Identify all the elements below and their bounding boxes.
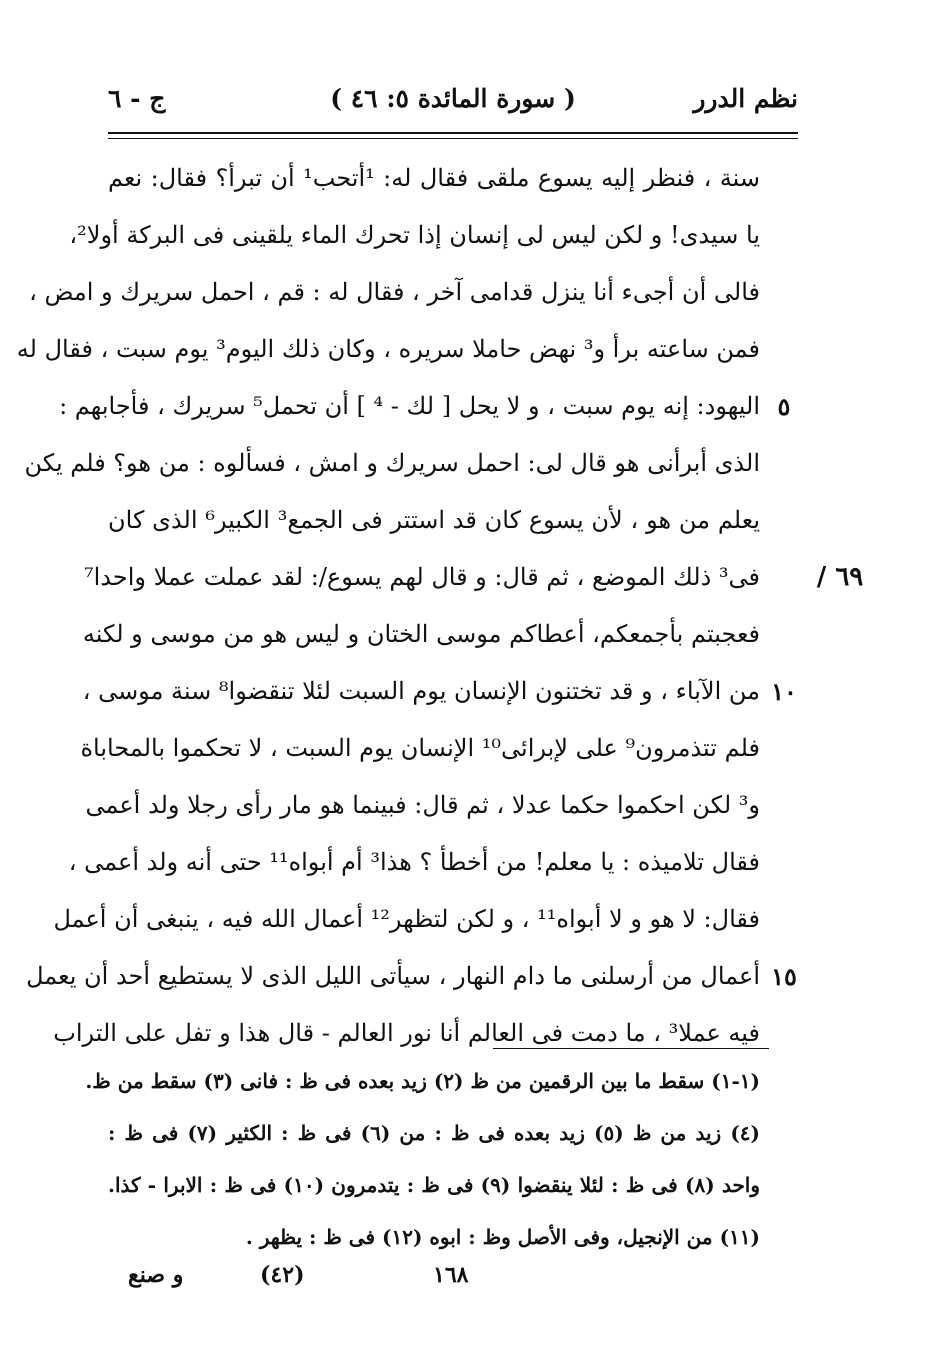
line-number: ١٠	[771, 677, 797, 706]
text-line: يا سيدى! و لكن ليس لى إنسان إذا تحرك الماء يلقينى فى البركة أولا²،	[69, 221, 760, 249]
text-line: فيه عملا³ ، ما دمت فى العالم أنا نور العالم - قال هذا و تفل على التراب	[53, 1019, 760, 1047]
text-line: فعجبتم بأجمعكم، أعطاكم موسى الختان و ليس هو من موسى و لكنه	[82, 620, 760, 648]
text-line: سنة ، فنظر إليه يسوع ملقى فقال له: ¹أتحب¹ أن تبرأ؟ فقال: نعم	[108, 164, 760, 192]
main-text	[16, 150, 761, 1062]
publisher-mark: و صنع	[128, 1262, 184, 1288]
text-line: و³ لكن احكموا حكما عدلا ، ثم قال: فبينما هو مار رأى رجلا ولد أعمى	[85, 791, 760, 819]
footnote-line: (٤) زيد من ظ (٥) زيد بعده فى ظ : من (٦) فى ظ : الكثير (٧) فى ظ :	[108, 1121, 760, 1145]
text-line: من الآباء ، و قد تختنون الإنسان يوم السبت لئلا تنقضوا⁸ سنة موسى ،	[82, 677, 760, 705]
footnote-line: (١١) من الإنجيل، وفى الأصل وظ : ابوه (١٢) فى ظ : يظهر .	[245, 1225, 760, 1249]
footnotes	[85, 1055, 761, 1263]
footnote-line: (١-١) سقط ما بين الرقمين من ظ (٢) زيد بعده فى ظ : فانى (٣) سقط من ظ.	[85, 1069, 760, 1093]
page-number: ١٦٨	[433, 1262, 469, 1288]
text-line: فلم تتذمرون⁹ على لإبرائى¹⁰ الإنسان يوم السبت ، لا تحكموا بالمحاباة	[80, 734, 760, 762]
header-rule-thick	[108, 132, 798, 134]
book-title: نظم الدرر	[693, 84, 798, 113]
text-line: فقال: لا هو و لا أبواه¹¹ ، و لكن لتظهر¹² أعمال الله فيه ، ينبغى أن أعمل	[53, 905, 760, 933]
header-rule-thin	[108, 138, 798, 139]
text-line: فى³ ذلك الموضع ، ثم قال: و قال لهم يسوع/: لقد عملت عملا واحدا⁷	[83, 563, 760, 591]
text-line: فالى أن أجىء أنا ينزل قدامى آخر ، فقال له : قم ، احمل سريرك و امض ،	[29, 278, 760, 306]
page-footer	[108, 1262, 760, 1298]
footnote-rule	[493, 1048, 769, 1049]
text-line: الذى أبرأنى هو قال لى: احمل سريرك و امش ، فسألوه : من هو؟ فلم يكن	[24, 449, 760, 477]
line-number: ٥	[777, 392, 791, 421]
manuscript-folio-note: ٦٩ /	[816, 562, 864, 592]
signature-number: (٤٢)	[260, 1262, 305, 1288]
volume-label: ج - ٦	[108, 84, 166, 113]
text-line: اليهود: إنه يوم سبت ، و لا يحل [ لك - ⁴ ] أن تحمل⁵ سريرك ، فأجابهم :	[59, 392, 760, 420]
text-line: فمن ساعته برأ و³ نهض حاملا سريره ، وكان ذلك اليوم³ يوم سبت ، فقال له	[16, 335, 760, 363]
running-header	[108, 80, 798, 120]
text-line: أعمال من أرسلنى ما دام النهار ، سيأتى الليل الذى لا يستطيع أحد أن يعمل	[26, 962, 760, 990]
surah-reference: ( سورة المائدة ٥: ٤٦ )	[330, 84, 576, 113]
footnote-line: واحد (٨) فى ظ : لئلا ينقضوا (٩) فى ظ : يتدمرون (١٠) فى ظ : الابرا - كذا.	[108, 1173, 761, 1197]
line-number: ١٥	[771, 962, 797, 991]
text-line: فقال تلاميذه : يا معلم! من أخطأ ؟ هذا³ أم أبواه¹¹ حتى أنه ولد أعمى ،	[68, 848, 760, 876]
text-line: يعلم من هو ، لأن يسوع كان قد استتر فى الجمع³ الكبير⁶ الذى كان	[108, 506, 761, 534]
